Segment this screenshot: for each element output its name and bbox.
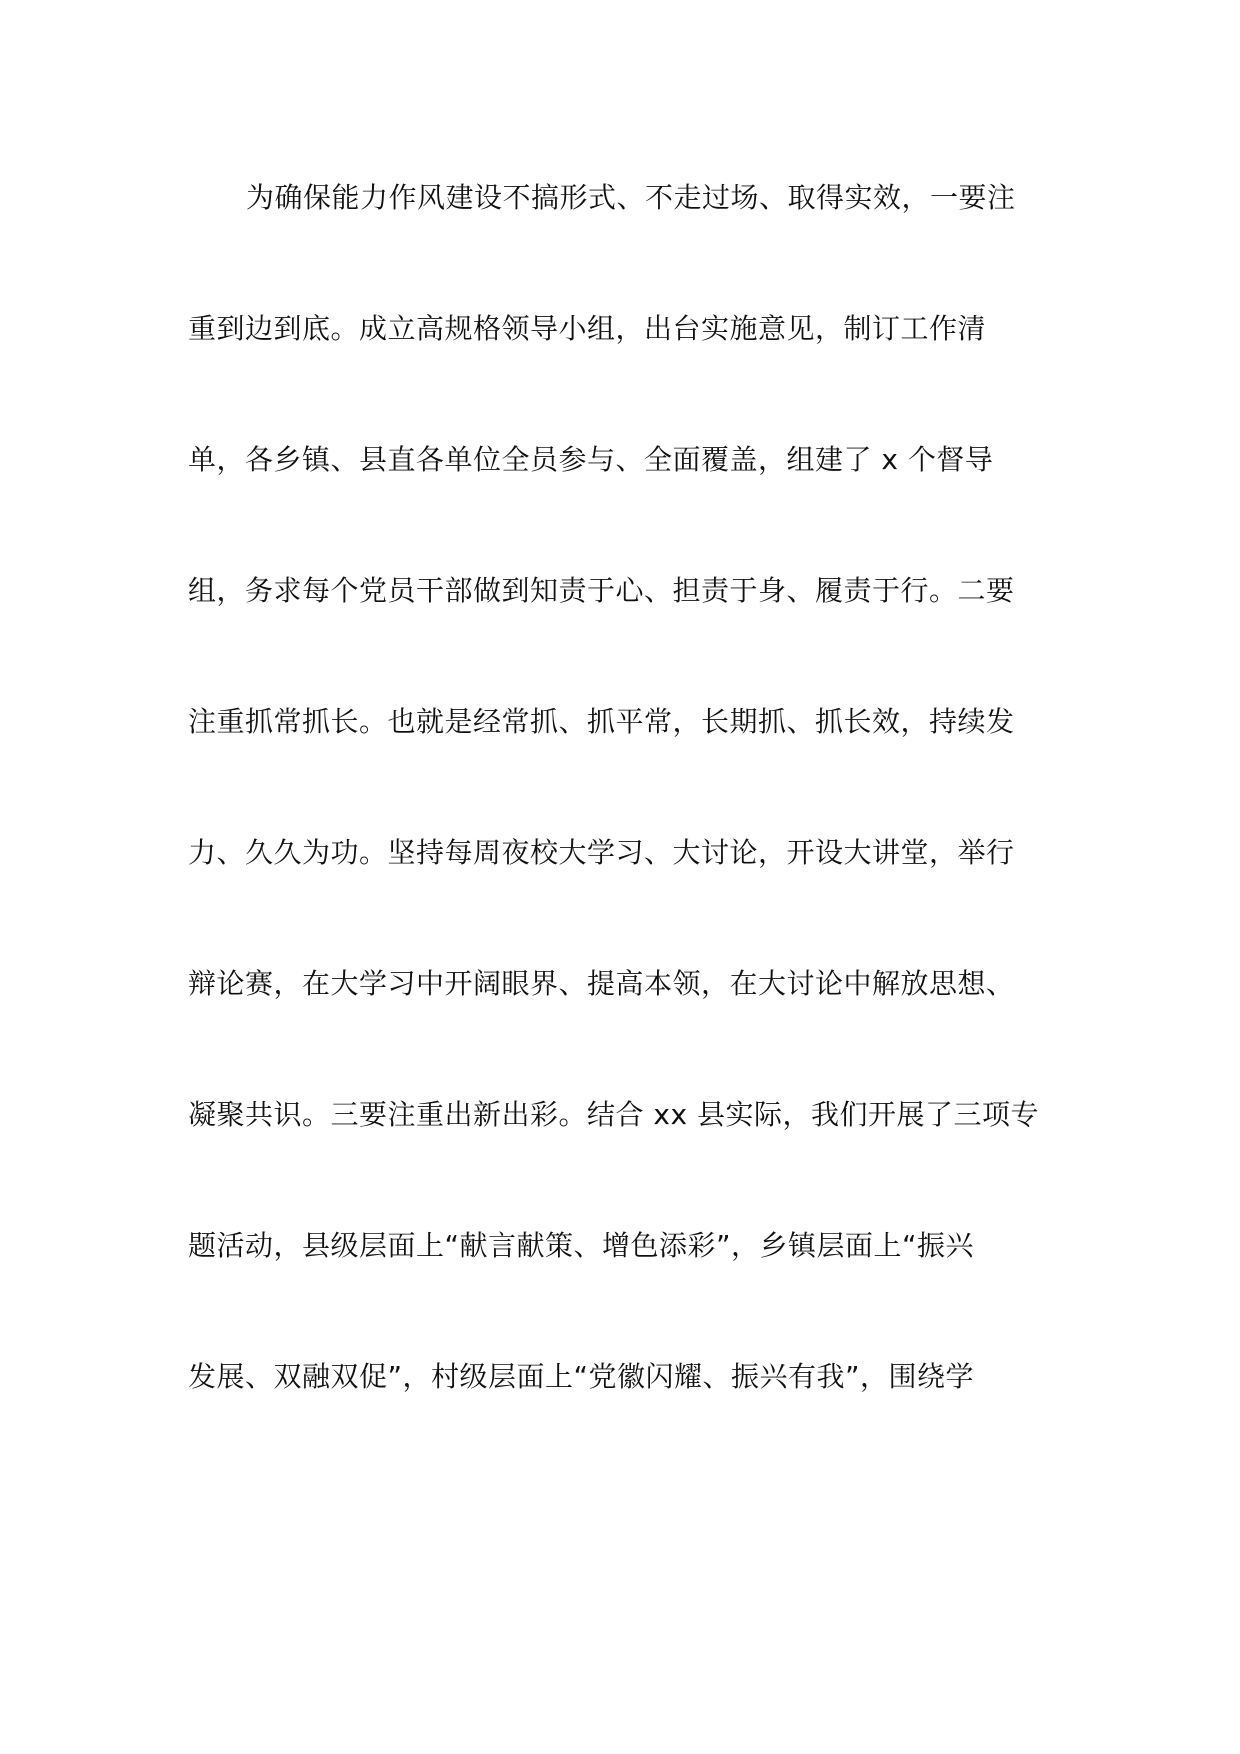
paragraph <box>188 168 1068 1478</box>
paragraph-line: 重到边到底。成立高规格领导小组，出台实施意见，制订工作清 <box>188 312 987 345</box>
paragraph-line: 力、久久为功。坚持每周夜校大学习、大讨论，开设大讲堂，举行 <box>188 836 1015 869</box>
paragraph-line: 题活动，县级层面上“献言献策、增色添彩”，乡镇层面上“振兴 <box>188 1229 975 1262</box>
paragraph-line: 发展、双融双促”，村级层面上“党徽闪耀、振兴有我”，围绕学 <box>188 1360 975 1393</box>
paragraph-line: 为确保能力作风建设不搞形式、不走过场、取得实效，一要注 <box>246 181 1016 214</box>
paragraph-line: 辩论赛，在大学习中开阔眼界、提高本领，在大讨论中解放思想、 <box>188 967 1015 1000</box>
paragraph-line: 凝聚共识。三要注重出新出彩。结合 xx 县实际，我们开展了三项专 <box>188 1098 1039 1131</box>
paragraph-line: 注重抓常抓长。也就是经常抓、抓平常，长期抓、抓长效，持续发 <box>188 705 1015 738</box>
paragraph-line: 组，务求每个党员干部做到知责于心、担责于身、履责于行。二要 <box>188 574 1015 607</box>
paragraph-line: 单，各乡镇、县直各单位全员参与、全面覆盖，组建了 x 个督导 <box>188 443 994 476</box>
